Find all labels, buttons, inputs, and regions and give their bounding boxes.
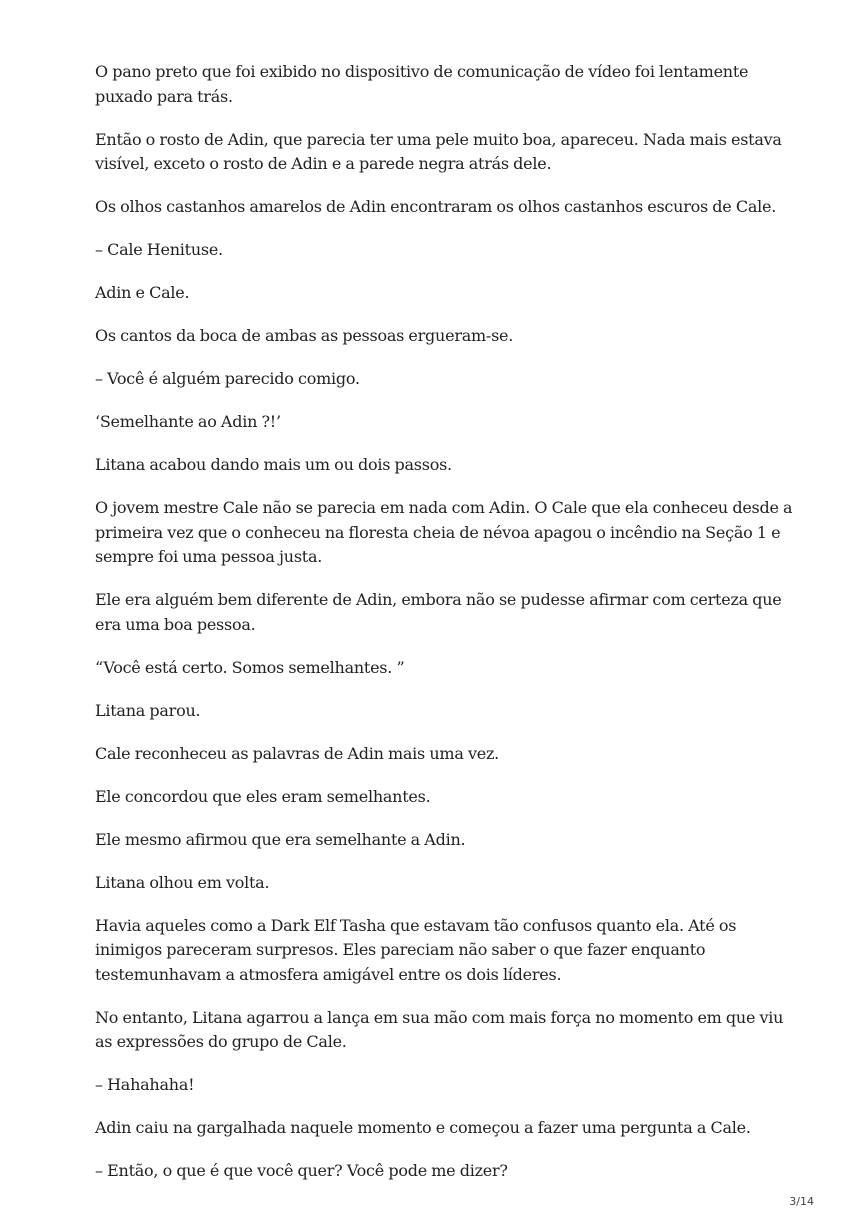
paragraph: Litana olhou em volta. xyxy=(95,872,270,892)
paragraph: ‘Semelhante ao Adin ?!’ xyxy=(95,412,281,431)
paragraph: Então o rosto de Adin, que parecia ter uma pele muito boa, apareceu. Nada mais estava visível, exceto o rosto de Adin e a parede negra atrás dele. xyxy=(95,129,782,173)
paragraph: Ele concordou que eles eram semelhantes. xyxy=(95,786,431,806)
paragraph: Litana parou. xyxy=(95,700,201,720)
paragraph: Os cantos da boca de ambas as pessoas ergueram-se. xyxy=(95,326,514,345)
paragraph: Havia aqueles como a Dark Elf Tasha que estavam tão confusos quanto ela. Até os inimigos pareceram surpresos. Eles pareciam não saber o que fazer enquanto testemunhavam a atmosfera amigável entre os dois líderes. xyxy=(95,915,737,984)
paragraph: Cale reconheceu as palavras de Adin mais uma vez. xyxy=(95,743,499,763)
paragraph: O pano preto que foi exibido no dispositivo de comunicação de vídeo foi lentamente puxado para trás. xyxy=(95,62,749,106)
paragraph: O jovem mestre Cale não se parecia em nada com Adin. O Cale que ela conheceu desde a primeira vez que o conheceu na floresta cheia de névoa apagou o incêndio na Seção 1 e sempre foi uma pessoa justa. xyxy=(95,498,793,566)
document-body xyxy=(95,60,795,1202)
paragraph: Ele era alguém bem diferente de Adin, embora não se pudesse afirmar com certeza que era uma boa pessoa. xyxy=(95,590,782,634)
paragraph: No entanto, Litana agarrou a lança em sua mão com mais força no momento em que viu as expressões do grupo de Cale. xyxy=(95,1007,784,1051)
paragraph: “Você está certo. Somos semelhantes. ” xyxy=(95,657,405,677)
paragraph: Os olhos castanhos amarelos de Adin encontraram os olhos castanhos escuros de Cale. xyxy=(95,197,777,216)
paragraph: Litana acabou dando mais um ou dois passos. xyxy=(95,455,452,474)
paragraph: Adin caiu na gargalhada naquele momento e começou a fazer uma pergunta a Cale. xyxy=(95,1118,751,1137)
paragraph: Adin e Cale. xyxy=(95,283,190,302)
paragraph: – Você é alguém parecido comigo. xyxy=(95,369,360,388)
page-number: 3/14 xyxy=(789,1195,814,1208)
paragraph: – Hahahaha! xyxy=(95,1075,195,1094)
paragraph: – Cale Henituse. xyxy=(95,240,223,259)
paragraph: – Então, o que é que você quer? Você pode me dizer? xyxy=(95,1161,508,1180)
paragraph: Ele mesmo afirmou que era semelhante a Adin. xyxy=(95,829,466,849)
